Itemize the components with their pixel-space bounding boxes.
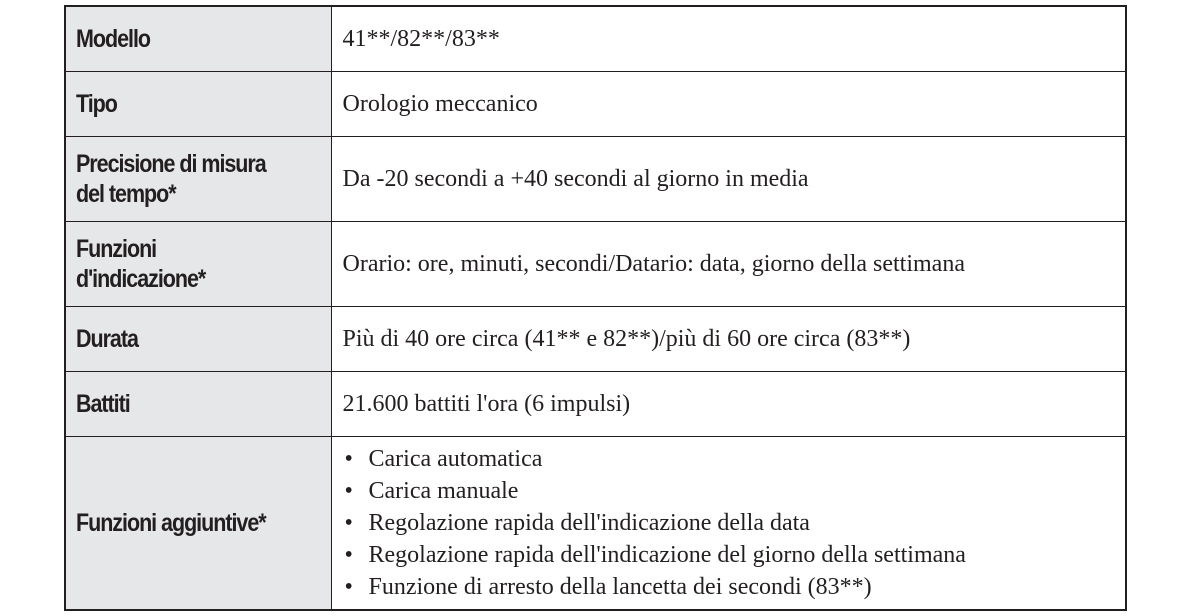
row-label [65,71,331,136]
label-line: del tempo* [76,179,176,208]
row-value: Orologio meccanico [331,71,1126,136]
row-value: Più di 40 ore circa (41** e 82**)/più di 60 ore circa (83**) [331,306,1126,371]
label-line: Battiti [76,389,130,418]
list-item [343,539,1118,571]
list-item [343,571,1118,603]
row-label [65,221,331,306]
list-item-text: Carica manuale [368,477,519,504]
table-row-funzioni-aggiuntive [65,436,1126,610]
row-label [65,371,331,436]
bullet-icon: • [344,509,353,536]
label-line: Precisione di misura [76,149,266,178]
feature-list [343,443,1118,603]
row-value: Orario: ore, minuti, secondi/Datario: data, giorno della settimana [331,221,1126,306]
row-label [65,6,331,71]
table-row-precisione [65,136,1126,221]
bullet-icon: • [344,445,353,472]
bullet-icon: • [344,541,353,568]
list-item-text: Carica automatica [368,445,543,472]
row-label [65,436,331,610]
table-row-battiti [65,371,1126,436]
bullet-icon: • [344,477,353,504]
table-row-funzioni-indicazione [65,221,1126,306]
row-value: 41**/82**/83** [331,6,1126,71]
label-line: Funzioni aggiuntive* [76,508,266,537]
label-line: d'indicazione* [76,264,206,293]
label-line: Modello [76,24,151,53]
row-value: 21.600 battiti l'ora (6 impulsi) [331,371,1126,436]
list-item [343,507,1118,539]
row-label [65,306,331,371]
specifications-table [64,5,1127,611]
list-item [343,475,1118,507]
table-row-durata [65,306,1126,371]
row-value: Da -20 secondi a +40 secondi al giorno in media [331,136,1126,221]
label-line: Funzioni [76,234,157,263]
table-row-tipo [65,71,1126,136]
list-item-text: Regolazione rapida dell'indicazione della data [368,509,810,536]
label-line: Tipo [76,89,117,118]
list-item [343,443,1118,475]
row-label [65,136,331,221]
bullet-icon: • [344,573,353,600]
list-item-text: Regolazione rapida dell'indicazione del giorno della settimana [368,541,966,568]
row-value [331,436,1126,610]
list-item-text: Funzione di arresto della lancetta dei secondi (83**) [368,573,872,600]
label-line: Durata [76,324,138,353]
table-row-modello [65,6,1126,71]
